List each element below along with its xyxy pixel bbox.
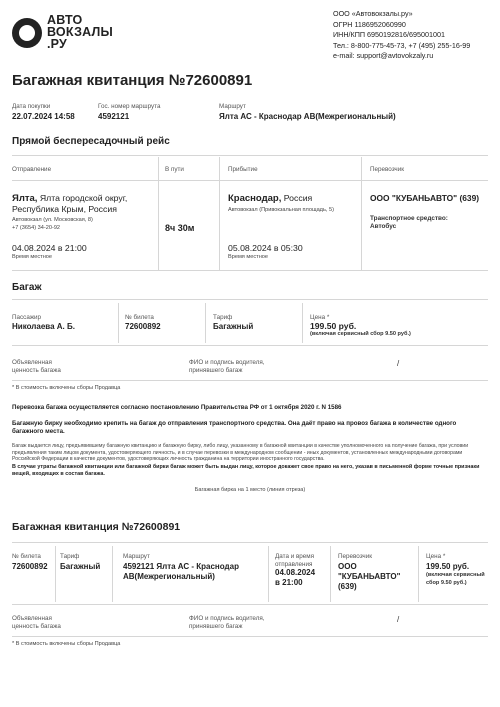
- company-inn: ИНН/КПП 6950192816/695001001: [333, 30, 446, 39]
- stub-driver-signature-label: ФИО и подпись водителя, принявшего багаж: [189, 615, 265, 630]
- stub-price-label: Цена *: [426, 553, 446, 560]
- bus-wheel-icon: [12, 18, 42, 48]
- divider: [302, 303, 303, 343]
- divider: [330, 546, 331, 602]
- release-rules: Багаж выдается лицу, предъявившему багажную квитанцию и багажную бирку, либо лицу, указанному в багажной квитанции в качестве уполномоченного на получение багажа, при условии предъявления таким лицом документа, удостоверяющего личность, и в случае перевозки в международном сообщении - иных документов, установленных международными договорами Российской Федерации в качестве документов, удостоверяющих личность гражданина на территории иностранного государства.: [12, 443, 469, 463]
- purchase-date: 22.07.2024 14:58: [12, 112, 75, 121]
- tag-notice: Багажную бирку необходимо крепить на багаж до отправления транспортного средства. Она даёт право на провоз багажа в количестве одного багажного места.: [12, 420, 457, 435]
- stub-tariff-label: Тариф: [60, 553, 80, 560]
- divider: [12, 299, 488, 300]
- stub-fees-footnote: * В стоимость включены сборы Продавца: [12, 641, 121, 647]
- divider: [12, 270, 488, 271]
- divider: [158, 157, 159, 270]
- divider: [12, 636, 488, 637]
- stub-title: Багажная квитанция №72600891: [12, 521, 181, 533]
- fees-footnote: * В стоимость включены сборы Продавца: [12, 385, 121, 391]
- ticket-number: 72600892: [125, 322, 161, 331]
- divider: [361, 157, 362, 270]
- divider: [55, 546, 56, 602]
- divider: [12, 345, 488, 346]
- signature-slash: /: [397, 359, 400, 368]
- trip-heading: Прямой беспересадочный рейс: [12, 136, 170, 147]
- stub-declared-value-label: Объявленная ценность багажа: [12, 615, 61, 630]
- tariff-label: Тариф: [213, 314, 233, 321]
- vehicle-type: Автобус: [370, 223, 397, 230]
- stub-carrier-label: Перевозчик: [338, 553, 372, 560]
- divider: [12, 542, 488, 543]
- purchase-date-label: Дата покупки: [12, 103, 51, 110]
- divider: [12, 155, 488, 156]
- passenger-name: Николаева А. Б.: [12, 322, 75, 331]
- divider: [112, 546, 113, 602]
- arrival-station: Автовокзал (Привокзальная площадь, 5): [228, 207, 334, 213]
- driver-signature-label: ФИО и подпись водителя, принявшего багаж: [189, 359, 265, 374]
- arrival-datetime: 05.08.2024 в 05:30: [228, 243, 303, 253]
- stub-date: 04.08.2024: [275, 568, 316, 577]
- divider: [418, 546, 419, 602]
- divider: [219, 157, 220, 270]
- stub-carrier: ООО "КУБАНЬАВТО" (639): [338, 562, 401, 591]
- arrival-local-time: Время местное: [228, 254, 269, 260]
- transit-label: В пути: [165, 166, 184, 173]
- divider: [12, 180, 488, 181]
- stub-price: 199.50 руб.: [426, 562, 470, 571]
- company-phone: Тел.: 8-800-775-45-73, +7 (495) 255-16-99: [333, 40, 471, 50]
- company-info: [333, 9, 470, 62]
- carrier-label: Перевозчик: [370, 166, 404, 173]
- divider: [12, 604, 488, 605]
- arrival-place: Краснодар, Россия: [228, 193, 313, 204]
- carrier-name: ООО "КУБАНЬАВТО" (639): [370, 193, 480, 203]
- travel-duration: 8ч 30м: [165, 223, 195, 233]
- stub-datetime-label: Дата и время отправления: [275, 553, 315, 568]
- divider: [12, 380, 488, 381]
- stub-ticket-number: 72600892: [12, 562, 48, 571]
- departure-local-time: Время местное: [12, 254, 53, 260]
- tariff: Багажный: [213, 322, 254, 331]
- route: Ялта АС - Краснодар АВ(Межрегиональный): [219, 112, 396, 121]
- logo: [12, 14, 113, 50]
- tear-line-label: Багажная бирка на 1 место (линия отреза): [194, 487, 306, 493]
- baggage-heading: Багаж: [12, 282, 42, 293]
- company-ogrn: ОГРН 1186952060990: [333, 19, 406, 29]
- stub-signature-slash: /: [397, 615, 400, 624]
- divider: [205, 303, 206, 343]
- stub-route: 4592121 Ялта АС - Краснодар АВ(Межрегиональный): [123, 562, 239, 581]
- price: 199.50 руб.: [310, 321, 357, 331]
- departure-station: Автовокзал (ул. Московская, 8): [12, 217, 93, 223]
- route-number: 4592121: [98, 112, 130, 121]
- route-label: Маршрут: [219, 103, 246, 110]
- divider: [118, 303, 119, 343]
- lost-receipt-rules: В случае утраты багажной квитанции или багажной бирки багаж может быть выдан лицу, которое докажет свое право на него, указав в письменной форме точные признаки вещей, входящих в состав багажа.: [12, 464, 480, 477]
- stub-ticket-label: № билета: [12, 553, 41, 560]
- arrival-label: Прибытие: [228, 166, 258, 173]
- stub-time: в 21:00: [275, 578, 303, 587]
- stub-price-note: (включая сервисный сбор 9.50 руб.): [426, 572, 485, 586]
- law-notice: Перевозка багажа осуществляется согласно постановлению Правительства РФ от 1 октября 2020 г. N 1586: [12, 404, 342, 411]
- passenger-label: Пассажир: [12, 314, 42, 321]
- departure-phone: +7 (3654) 34-20-92: [12, 225, 61, 231]
- company-name: ООО «Автовокзалы.ру»: [333, 9, 413, 18]
- company-email[interactable]: e-mail: support@avtovokzaly.ru: [333, 51, 434, 60]
- receipt-title: Багажная квитанция №72600891: [12, 72, 253, 89]
- declared-value-label: Объявленная ценность багажа: [12, 359, 61, 374]
- price-label: Цена *: [310, 314, 330, 321]
- vehicle-label: Транспортное средство:: [370, 215, 448, 222]
- departure-label: Отправление: [12, 166, 52, 173]
- stub-tariff: Багажный: [60, 562, 101, 571]
- ticket-label: № билета: [125, 314, 154, 321]
- price-note: (включая сервисный сбор 9.50 руб.): [310, 331, 411, 337]
- divider: [268, 546, 269, 602]
- departure-datetime: 04.08.2024 в 21:00: [12, 243, 87, 253]
- stub-route-label: Маршрут: [123, 553, 150, 560]
- departure-place: Ялта, Ялта городской округ, Республика Крым, Россия: [12, 193, 128, 214]
- route-number-label: Гос. номер маршрута: [98, 103, 161, 110]
- logo-text: АВТО ВОКЗАЛЫ .РУ: [47, 13, 113, 51]
